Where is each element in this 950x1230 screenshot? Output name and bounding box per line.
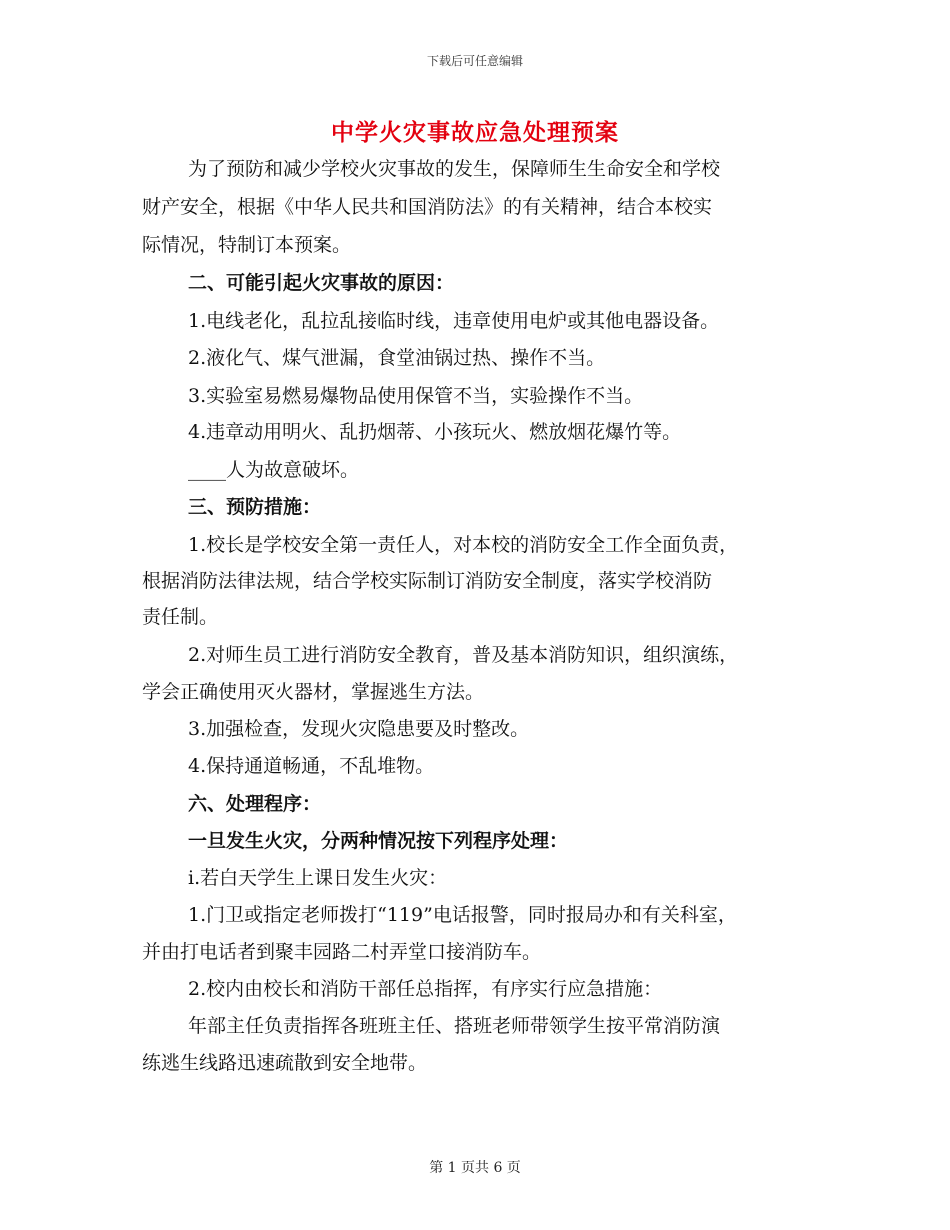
body-line: 财产安全，根据《中华人民共和国消防法》的有关精神，结合本校实 <box>142 196 713 218</box>
section-heading: 六、处理程序： <box>188 793 322 815</box>
body-line: 2.对师生员工进行消防安全教育，普及基本消防知识，组织演练， <box>188 644 739 666</box>
page-footer: 第 1 页共 6 页 <box>429 1160 521 1176</box>
body-line: 练逃生线路迅速疏散到安全地带。 <box>142 1052 428 1074</box>
section-heading: 一旦发生火灾，分两种情况按下列程序处理： <box>188 830 569 852</box>
body-line: 3.加强检查，发现火灾隐患要及时整改。 <box>188 718 530 740</box>
body-line: 年部主任负责指挥各班班主任、搭班老师带领学生按平常消防演 <box>188 1015 721 1037</box>
body-line: ____人为故意破坏。 <box>188 459 360 481</box>
section-heading: 三、预防措施： <box>188 496 322 518</box>
body-line: 为了预防和减少学校火灾事故的发生，保障师生生命安全和学校 <box>188 158 721 180</box>
body-line: i.若白天学生上课日发生火灾： <box>188 867 448 889</box>
body-line: 根据消防法律法规，结合学校实际制订消防安全制度，落实学校消防 <box>142 570 713 592</box>
body-line: 学会正确使用灭火器材，掌握逃生方法。 <box>142 681 485 703</box>
page-header: 下载后可任意编辑 <box>426 54 523 68</box>
body-line: 际情况，特制订本预案。 <box>142 234 352 256</box>
body-line: 2.校内由校长和消防干部任总指挥，有序实行应急措施： <box>188 978 663 1000</box>
body-line: 1.校长是学校安全第一责任人，对本校的消防安全工作全面负责， <box>188 534 739 556</box>
body-line: 责任制。 <box>142 606 219 628</box>
section-heading: 二、可能引起火灾事故的原因： <box>188 272 455 294</box>
document-title: 中学火灾事故应急处理预案 <box>331 119 619 146</box>
body-line: 2.液化气、煤气泄漏，食堂油锅过热、操作不当。 <box>188 347 606 369</box>
body-line: 3.实验室易燃易爆物品使用保管不当，实验操作不当。 <box>188 385 644 407</box>
body-line: 4.保持通道畅通，不乱堆物。 <box>188 755 435 777</box>
body-line: 1.门卫或指定老师拨打“119”电话报警，同时报局办和有关科室， <box>188 904 737 926</box>
body-line: 1.电线老化，乱拉乱接临时线，违章使用电炉或其他电器设备。 <box>188 310 720 332</box>
body-line: 并由打电话者到聚丰园路二村弄堂口接消防车。 <box>142 941 542 963</box>
body-line: 4.违章动用明火、乱扔烟蒂、小孩玩火、燃放烟花爆竹等。 <box>188 421 682 443</box>
